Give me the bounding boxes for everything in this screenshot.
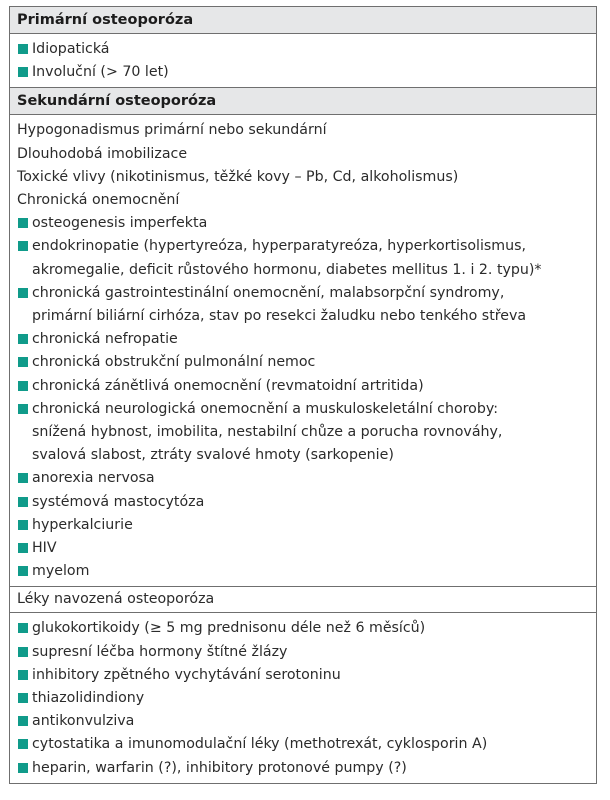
square-bullet-icon (18, 763, 28, 773)
list-item: glukokortikoidy (≥ 5 mg prednisonu déle než 6 měsíců) (10, 617, 596, 640)
list-item: thiazolidindiony (10, 687, 596, 710)
plain-row: Dlouhodobá imobilizace (17, 145, 188, 162)
primary-section (10, 34, 596, 88)
list-item: inhibitory zpětného vychytávání serotoninu (10, 664, 596, 687)
list-item: anorexia nervosa (10, 467, 596, 490)
square-bullet-icon (18, 44, 28, 54)
square-bullet-icon (18, 404, 28, 414)
square-bullet-icon (18, 357, 28, 367)
square-bullet-icon (18, 670, 28, 680)
primary-header: Primární osteoporóza (10, 7, 596, 34)
square-bullet-icon (18, 381, 28, 391)
square-bullet-icon (18, 693, 28, 703)
plain-row: Chronická onemocnění (17, 192, 180, 209)
list-item: heparin, warfarin (?), inhibitory protonové pumpy (?) (10, 757, 596, 780)
square-bullet-icon (18, 67, 28, 77)
list-item: Idiopatická (10, 38, 596, 61)
list-item: supresní léčba hormony štítné žlázy (10, 641, 596, 664)
list-item: HIV (10, 537, 596, 560)
square-bullet-icon (18, 497, 28, 507)
list-item: systémová mastocytóza (10, 491, 596, 514)
list-item: chronická nefropatie (10, 328, 596, 351)
square-bullet-icon (18, 543, 28, 553)
square-bullet-icon (18, 218, 28, 228)
list-item: chronická gastrointestinální onemocnění, malabsorpční syndromy, primární biliární cirhóza, stav po resekci žaludku nebo tenkého střeva (10, 282, 596, 328)
plain-row: Toxické vlivy (nikotinismus, těžké kovy – Pb, Cd, alkoholismus) (17, 168, 459, 185)
list-item: chronická zánětlivá onemocnění (revmatoidní artritida) (10, 375, 596, 398)
square-bullet-icon (18, 716, 28, 726)
square-bullet-icon (18, 241, 28, 251)
secondary-header: Sekundární osteoporóza (10, 88, 596, 115)
list-item: osteogenesis imperfekta (10, 212, 596, 235)
square-bullet-icon (18, 739, 28, 749)
secondary-section (10, 115, 596, 587)
square-bullet-icon (18, 473, 28, 483)
square-bullet-icon (18, 647, 28, 657)
square-bullet-icon (18, 623, 28, 633)
square-bullet-icon (18, 566, 28, 576)
square-bullet-icon (18, 288, 28, 298)
square-bullet-icon (18, 520, 28, 530)
list-item: myelom (10, 560, 596, 583)
plain-row: Hypogonadismus primární nebo sekundární (17, 122, 327, 139)
drug-induced-header: Léky navozená osteoporóza (10, 587, 596, 613)
square-bullet-icon (18, 334, 28, 344)
drug-induced-section (10, 613, 596, 782)
osteoporosis-table (9, 6, 597, 784)
list-item: antikonvulziva (10, 710, 596, 733)
list-item: chronická neurologická onemocnění a muskuloskeletální choroby: snížená hybnost, imobilita, nestabilní chůze a porucha rovnováhy, svalová slabost, ztráty svalové hmoty (sarkopenie) (10, 398, 596, 468)
list-item: hyperkalciurie (10, 514, 596, 537)
list-item: Involuční (> 70 let) (10, 61, 596, 84)
list-item: chronická obstrukční pulmonální nemoc (10, 351, 596, 374)
list-item: cytostatika a imunomodulační léky (methotrexát, cyklosporin A) (10, 733, 596, 756)
list-item: endokrinopatie (hypertyreóza, hyperparatyreóza, hyperkortisolismus, akromegalie, deficit růstového hormonu, diabetes mellitus 1. i 2. typu)* (10, 235, 596, 281)
